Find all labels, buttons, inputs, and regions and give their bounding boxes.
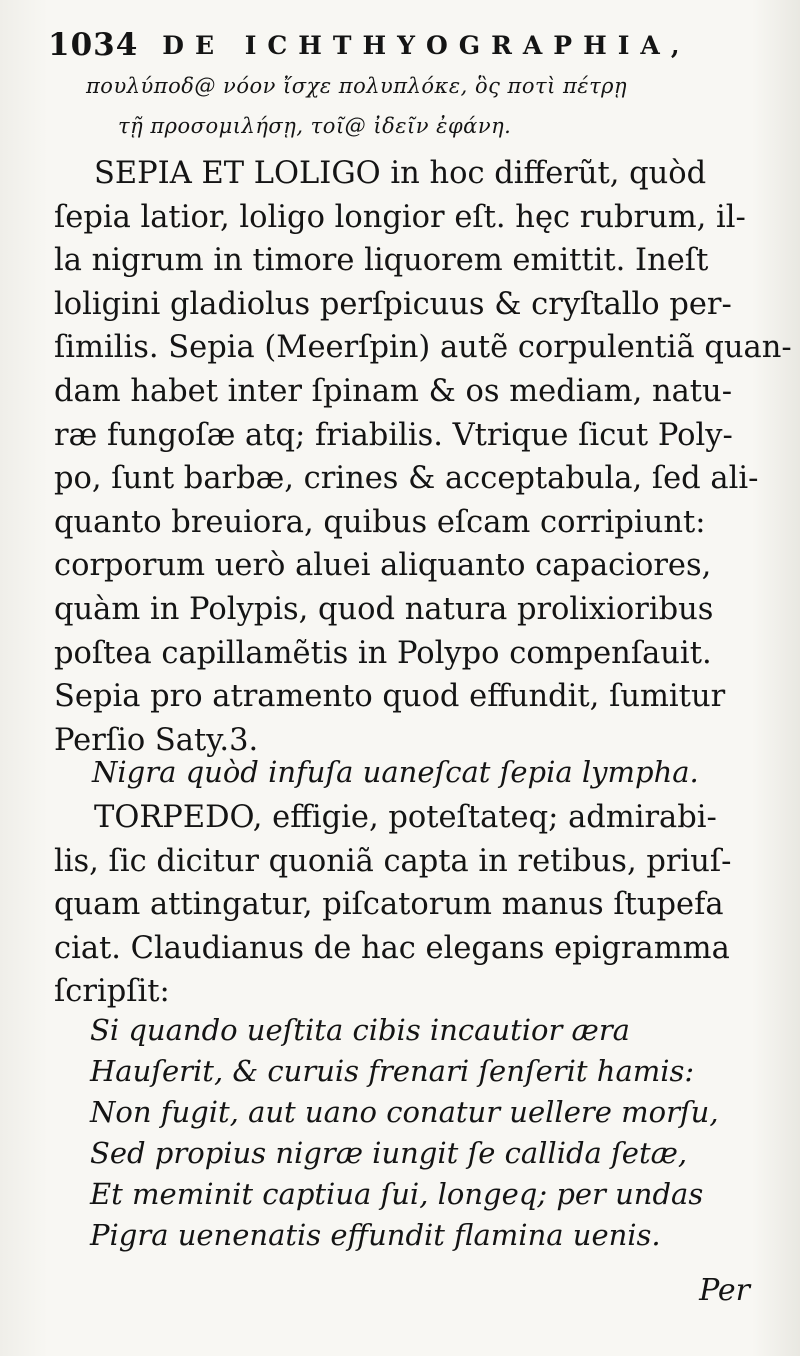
text-line: ciat. Claudianus de hac elegans epigramma	[54, 930, 730, 966]
text-line: ſepia latior, loligo longior eſt. hęc rubrum, il-	[54, 199, 746, 235]
text-line: poſtea capillamẽtis in Polypo compenſauit.	[54, 635, 712, 671]
text-line: Sepia pro atramento quod effundit, ſumitur	[54, 679, 726, 715]
text-line: ræ fungoſæ atq; friabilis. Vtrique ſicut Poly-	[54, 417, 733, 453]
text-line: lis, ſic dicitur quoniã capta in retibus, priuſ-	[54, 843, 732, 879]
running-title: DE ICHTHYOGRAPHIA,	[162, 30, 691, 60]
verse-line: Pigra uenenatis effundit flamina uenis.	[90, 1218, 661, 1252]
text-line: po, ſunt barbæ, crines & acceptabula, ſed ali-	[54, 461, 759, 497]
text-line: quàm in Polypis, quod natura prolixioribus	[54, 591, 714, 627]
greek-verse-line-1: πουλύποδ@ νόον ἴσχε πολυπλόκε, ὃς ποτὶ πέτρῃ	[86, 74, 628, 98]
verse-line: Non fugit, aut uano conatur uellere morſu,	[90, 1095, 719, 1129]
verse-line: Si quando ueſtita cibis incautior æra	[90, 1013, 630, 1047]
text-line: ſimilis. Sepia (Meerſpin) autẽ corpulentiã quan-	[54, 330, 792, 366]
text-line: la nigrum in timore liquorem emittit. Ineſt	[54, 243, 709, 279]
paragraph-sepia	[54, 152, 792, 762]
text-line: quam attingatur, piſcatorum manus ſtupefa	[54, 887, 724, 923]
text-line: loligini gladiolus perſpicuus & cryſtallo per-	[54, 286, 732, 322]
text-line: TORPEDO, effigie, poteſtateq; admirabi-	[94, 800, 717, 835]
text-line: dam habet inter ſpinam & os mediam, natu-	[54, 373, 732, 409]
page-header	[48, 22, 770, 68]
verse-line: Sed propius nigræ iungit ſe callida ſetæ,	[90, 1136, 688, 1170]
verse-line: Hauſerit, & curuis frenari ſenſerit hamis:	[90, 1054, 695, 1088]
verse-line: Et meminit captiua ſui, longeq; per undas	[90, 1177, 704, 1211]
text-line: Perſio Saty.3.	[54, 722, 259, 758]
page-number: 1034	[48, 27, 139, 63]
text-line: SEPIA ET LOLIGO in hoc differũt, quòd	[94, 156, 707, 191]
claudian-epigram	[90, 1010, 719, 1256]
quote-persius: Nigra quòd infuſa uaneſcat ſepia lympha.	[92, 755, 699, 789]
paragraph-torpedo	[54, 796, 772, 1014]
text-line: corporum uerò aluei aliquanto capaciores,	[54, 548, 712, 584]
greek-verse-line-2: τῇ προσομιλήσῃ, τοῖ@ ἰδεῖν ἐφάνη.	[118, 114, 512, 138]
text-line: quanto breuiora, quibus eſcam corripiunt:	[54, 504, 706, 540]
text-line: ſcripſit:	[54, 974, 170, 1010]
catchword: Per	[699, 1273, 750, 1308]
